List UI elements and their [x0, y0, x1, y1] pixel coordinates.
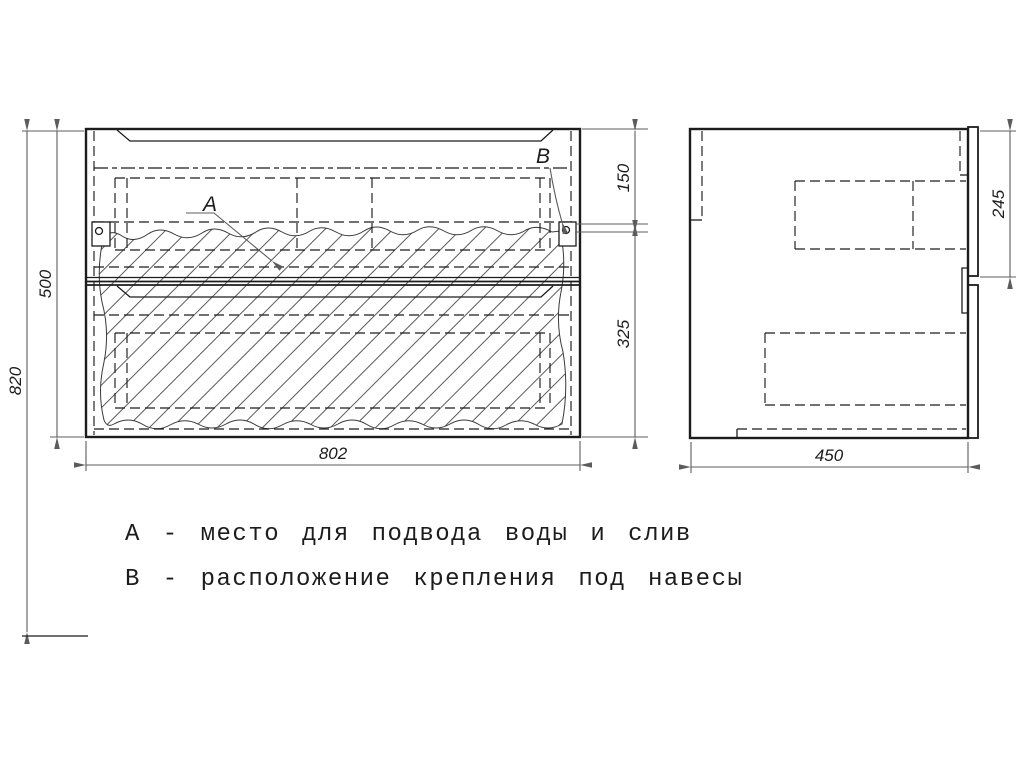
- dim-text-150: 150: [614, 163, 633, 193]
- dim-text-820: 820: [6, 366, 25, 396]
- dim-text-245: 245: [989, 189, 1008, 219]
- legend-line-a: А - место для подвода воды и слив: [125, 521, 692, 548]
- mounting-bracket-right: [559, 222, 576, 246]
- callout-b-label: В: [536, 145, 551, 168]
- dim-text-450: 450: [814, 446, 844, 465]
- mounting-bracket-left: [92, 222, 110, 246]
- dim-text-325: 325: [614, 319, 633, 349]
- hatch-region-plumbing-zone: [99, 227, 566, 429]
- callout-a-label: А: [203, 193, 218, 216]
- dim-text-500: 500: [36, 269, 55, 299]
- dim-text-802: 802: [318, 444, 348, 463]
- legend-line-b: В - расположение крепления под навесы: [125, 566, 744, 593]
